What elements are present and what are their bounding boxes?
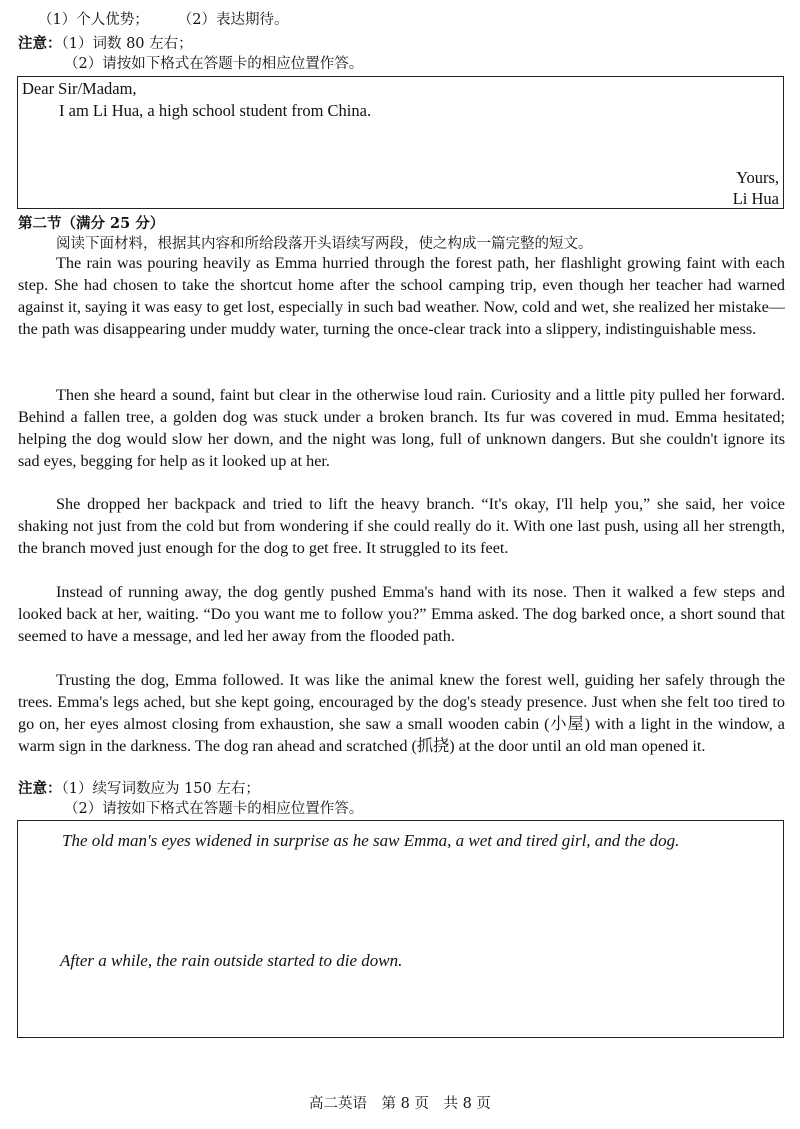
task1-points: （1）个人优势； （2）表达期待。: [38, 12, 289, 28]
continuation-prompt-1: The old man's eyes widened in surprise as he saw Emma, a wet and tired girl, and the dog.: [62, 831, 680, 850]
section2-note-2: （2）请按如下格式在答题卡的相应位置作答。: [64, 801, 364, 817]
story-paragraph-2: Then she heard a sound, faint but clear in the otherwise loud rain. Curiosity and a little pity pulled her forward. Behind a fallen tree, a golden dog was stuck under a broken branch. Its fur was covered in mud. Emma hesitated; helping the dog would slow her down, and the night was long, full of unknown dangers. But she couldn't ignore its sad eyes, begging for help as it looked up at her.: [18, 386, 785, 471]
story-paragraph-5: Trusting the dog, Emma followed. It was like the animal knew the forest well, guiding her safely through the trees. Emma's legs ached, but she kept going, encouraged by the dog's steady presence. Just when she felt too tired to go on, her eyes almost closing from exhaustion, she saw a small wooden cabin (小屋) with a light in the window, a warm sign in the darkness. The dog ran ahead and scratched (抓挠) at the door until an old man opened it.: [18, 671, 785, 756]
task1-note-label: 注意：: [18, 35, 62, 52]
letter-answer-box[interactable]: [17, 76, 784, 209]
continuation-answer-box[interactable]: [17, 820, 784, 1038]
letter-signature: Li Hua: [732, 189, 779, 208]
section2-note-label: 注意：: [18, 780, 62, 797]
letter-greeting: Dear Sir/Madam,: [22, 79, 137, 98]
section2-note-1: （1）续写词数应为 150 左右；: [61, 781, 260, 797]
section2-instruction: 阅读下面材料，根据其内容和所给段落开头语续写两段，使之构成一篇完整的短文。: [56, 236, 593, 252]
task1-note-line1: [18, 33, 193, 56]
page-footer: 高二英语 第 8 页 共 8 页: [309, 1096, 491, 1112]
story-paragraph-4: Instead of running away, the dog gently pushed Emma's hand with its nose. Then it walked a few steps and looked back at her, waiting. “Do you want me to follow you?” Emma asked. The dog barked once, a short sound that seemed to have a message, and led her away from the flooded path.: [18, 583, 785, 646]
continuation-prompt-2: After a while, the rain outside started to die down.: [60, 951, 403, 970]
story-paragraph-1: The rain was pouring heavily as Emma hurried through the forest path, her flashlight growing faint with each step. She had chosen to take the shortcut home after the school camping trip, even though her teacher had warned against it, saying it was easy to get lost, especially in such bad weather. Now, cold and wet, she realized her mistake—the path was disappearing under muddy water, turning the once-clear track into a slippery, indistinguishable mess.: [18, 254, 785, 339]
section2-note-line1: [18, 778, 260, 801]
letter-intro: I am Li Hua, a high school student from China.: [59, 101, 372, 120]
letter-closing: Yours,: [736, 168, 779, 187]
task1-note-2: （2）请按如下格式在答题卡的相应位置作答。: [64, 56, 364, 72]
story-paragraph-3: She dropped her backpack and tried to lift the heavy branch. “It's okay, I'll help you,” she said, her voice shaking not just from the cold but from wondering if she could really do it. With one last push, using all her strength, the branch moved just enough for the dog to get free. It struggled to its feet.: [18, 495, 785, 558]
section2-heading: 第二节（满分 25 分）: [18, 215, 165, 232]
task1-note-1: （1）词数 80 左右；: [61, 36, 193, 52]
